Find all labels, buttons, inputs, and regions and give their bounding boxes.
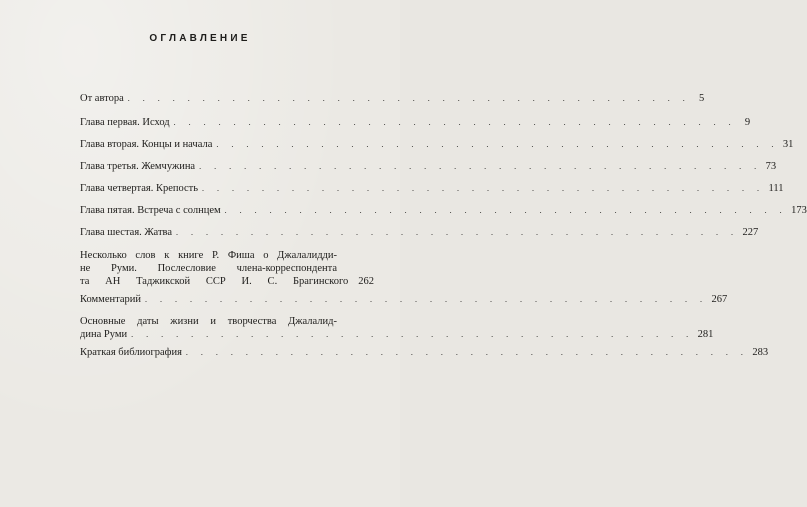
toc-leader: . . . . . . . . . . . . . . . . . . . . . . . . . . . . . . . . . . . . . . [224,206,788,215]
toc-entry-chapter-3 [80,160,777,182]
toc-entry-title: От автора [80,93,124,104]
toc-entry-page: 281 [697,329,714,340]
toc-entry-title-line: Несколько слов к книге Р. Фиша о Джалалидди- [80,250,337,261]
toc-entry-page: 262 [358,276,374,287]
toc-entry-page: 73 [765,161,777,172]
toc-entry-title: Глава пятая. Встреча с солнцем [80,205,221,216]
toc-entry-title: Глава третья. Жемчужина [80,161,196,172]
toc-entry-title: Краткая библиография [80,347,182,358]
toc-entry-afterword [80,249,374,293]
toc-entry-chapter-2 [80,138,794,160]
toc-entry-chapter-1 [80,116,751,138]
toc-leader: . . . . . . . . . . . . . . . . . . . . . . . . . . . . . . . . . . . . . . [216,140,779,149]
toc-entry-page: 283 [752,347,769,358]
table-of-contents [80,92,807,368]
toc-entry-title: Глава четвертая. Крепость [80,183,199,194]
toc-entry-title: Глава шестая. Жатва [80,227,173,238]
toc-leader: . . . . . . . . . . . . . . . . . . . . . . . . . . . . . . . . . . . . . . [176,228,739,237]
toc-entry-page: 5 [699,93,705,104]
toc-leader: . . . . . . . . . . . . . . . . . . . . . . . . . . . . . . . . . . . . . . [173,118,737,127]
toc-entry-author [80,92,705,116]
toc-entry-title-line: та АН Таджикской ССР И. С. Брагинского [80,276,349,287]
toc-entry-page: 227 [742,227,759,238]
toc-leader: . . . . . . . . . . . . . . . . . . . . . . . . . . . . . . . . . . . . . . [127,94,691,103]
toc-entry-dates [80,315,714,346]
page-heading: ОГЛАВЛЕНИЕ [149,33,251,44]
toc-entry-title-line: не Руми. Послесловие члена-корреспондента [80,263,337,274]
toc-leader: . . . . . . . . . . . . . . . . . . . . . . . . . . . . . . . . . . . . . . [199,162,762,171]
toc-entry-page: 267 [711,294,728,305]
toc-entry-title: Глава вторая. Концы и начала [80,139,213,150]
toc-entry-chapter-6 [80,226,759,249]
toc-entry-page: 173 [791,205,807,216]
toc-leader: . . . . . . . . . . . . . . . . . . . . . . . . . . . . . . . . . . . . . . [144,295,708,304]
toc-leader: . . . . . . . . . . . . . . . . . . . . . . . . . . . . . . . . . . . . . . [202,184,765,193]
toc-entry-bibliography [80,346,769,368]
toc-entry-page: 31 [782,139,794,150]
toc-entry-comments [80,293,728,315]
toc-entry-page: 111 [768,183,784,194]
toc-entry-title: Комментарий [80,294,141,305]
toc-entry-chapter-5 [80,204,807,226]
toc-leader: . . . . . . . . . . . . . . . . . . . . . . . . . . . . . . . . . . . . . . [185,348,749,357]
toc-entry-page: 9 [744,117,751,128]
toc-entry-title-line: дина Руми [80,329,128,340]
toc-entry-title-line: Основные даты жизни и творчества Джалалид- [80,316,337,327]
toc-entry-chapter-4 [80,182,784,204]
toc-leader: . . . . . . . . . . . . . . . . . . . . . . . . . . . . . . . . . . . . . . [131,330,694,339]
toc-entry-title: Глава первая. Исход [80,117,170,128]
